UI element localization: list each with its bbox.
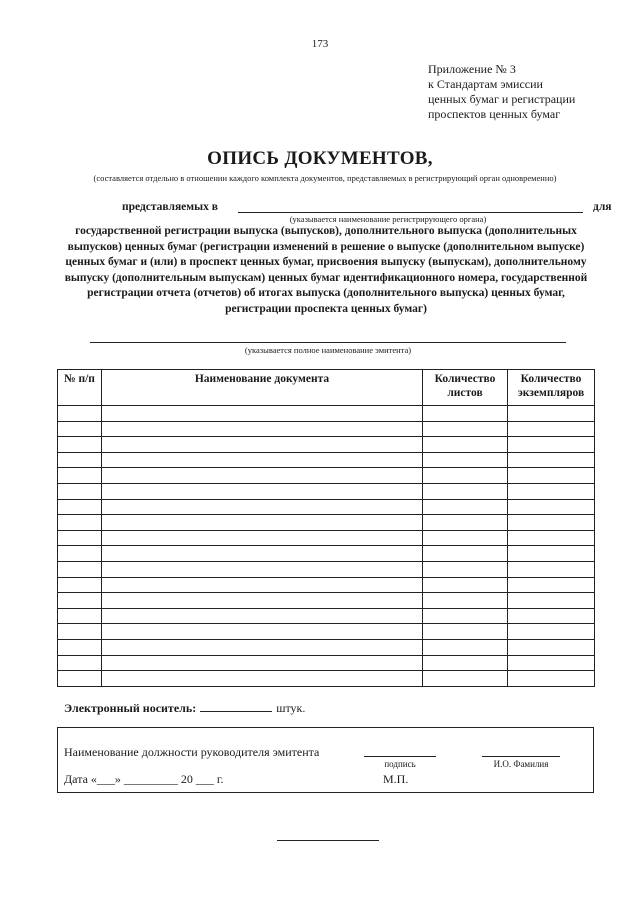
cell-number[interactable] [58, 452, 102, 468]
cell-document-name[interactable] [102, 421, 423, 437]
appendix-note [428, 62, 575, 122]
purpose-text: государственной регистрации выпуска (выпусков), дополнительного выпуска (дополнительных выпусков) ценных бумаг (регистрации изменений в решение о выпуске (дополнительном выпуске) ценных бумаг и (или) в проспект ценных бумаг, присвоения выпуску (выпускам), дополнительному выпуску (дополнительным выпускам) ценных бумаг идентификационного номера, государственной регистрации отчета (отчетов) об итогах выпуска (дополнительного выпуска) ценных бумаг, регистрации проспекта ценных бумаг) [64, 225, 588, 315]
cell-document-name[interactable] [102, 671, 423, 687]
cell-copies[interactable] [508, 483, 595, 499]
cell-number[interactable] [58, 608, 102, 624]
cell-number[interactable] [58, 593, 102, 609]
cell-number[interactable] [58, 655, 102, 671]
cell-sheets[interactable] [423, 593, 508, 609]
cell-number[interactable] [58, 577, 102, 593]
appendix-line: к Стандартам эмиссии [428, 77, 543, 91]
table-row [58, 515, 595, 531]
cell-document-name[interactable] [102, 577, 423, 593]
cell-copies[interactable] [508, 671, 595, 687]
cell-copies[interactable] [508, 437, 595, 453]
cell-number[interactable] [58, 546, 102, 562]
col-name-header: Наименование документа [102, 370, 423, 406]
cell-copies[interactable] [508, 499, 595, 515]
appendix-line: Приложение № 3 [428, 62, 516, 76]
cell-sheets[interactable] [423, 515, 508, 531]
document-subtitle: (составляется отдельно в отношении каждого комплекта документов, представляемых в регистрирующий орган одновременно) [93, 173, 557, 183]
table-header-row [58, 370, 595, 406]
bottom-divider [277, 840, 379, 841]
table-row [58, 593, 595, 609]
electronic-media [64, 701, 305, 716]
table-row [58, 561, 595, 577]
cell-sheets[interactable] [423, 624, 508, 640]
cell-number[interactable] [58, 624, 102, 640]
cell-sheets[interactable] [423, 421, 508, 437]
cell-sheets[interactable] [423, 608, 508, 624]
table-row [58, 608, 595, 624]
cell-number[interactable] [58, 561, 102, 577]
cell-sheets[interactable] [423, 452, 508, 468]
cell-sheets[interactable] [423, 577, 508, 593]
cell-copies[interactable] [508, 577, 595, 593]
cell-document-name[interactable] [102, 546, 423, 562]
cell-copies[interactable] [508, 639, 595, 655]
presented-label: представляемых в [122, 201, 218, 213]
cell-number[interactable] [58, 406, 102, 422]
cell-document-name[interactable] [102, 639, 423, 655]
cell-number[interactable] [58, 639, 102, 655]
cell-copies[interactable] [508, 655, 595, 671]
appendix-line: ценных бумаг и регистрации [428, 92, 576, 106]
media-unit: штук. [276, 701, 306, 715]
date-field[interactable]: Дата «___» _________ 20 ___ г. [64, 772, 224, 786]
appendix-line: проспектов ценных бумаг [428, 107, 561, 121]
cell-document-name[interactable] [102, 515, 423, 531]
registrar-hint: (указывается наименование регистрирующего органа) [289, 214, 487, 224]
cell-number[interactable] [58, 515, 102, 531]
table-row [58, 639, 595, 655]
col-copies-header: Количество экземпляров [508, 370, 595, 406]
cell-number[interactable] [58, 421, 102, 437]
cell-number[interactable] [58, 468, 102, 484]
issuer-fill-line[interactable] [90, 342, 566, 343]
table-row [58, 437, 595, 453]
for-label: для [593, 201, 612, 213]
fio-caption: И.О. Фамилия [493, 759, 549, 769]
cell-copies[interactable] [508, 608, 595, 624]
cell-copies[interactable] [508, 452, 595, 468]
signature-line[interactable] [364, 756, 436, 757]
table-row [58, 530, 595, 546]
cell-number[interactable] [58, 483, 102, 499]
cell-sheets[interactable] [423, 530, 508, 546]
cell-sheets[interactable] [423, 561, 508, 577]
table-row [58, 406, 595, 422]
cell-copies[interactable] [508, 593, 595, 609]
cell-document-name[interactable] [102, 483, 423, 499]
documents-table [57, 369, 595, 687]
cell-document-name[interactable] [102, 406, 423, 422]
cell-sheets[interactable] [423, 671, 508, 687]
media-count-line[interactable] [200, 711, 272, 712]
signature-caption: подпись [384, 759, 416, 769]
cell-document-name[interactable] [102, 655, 423, 671]
table-row [58, 483, 595, 499]
col-sheets-header: Количество листов [423, 370, 508, 406]
cell-document-name[interactable] [102, 452, 423, 468]
cell-sheets[interactable] [423, 499, 508, 515]
table-row [58, 468, 595, 484]
cell-copies[interactable] [508, 421, 595, 437]
col-number-header: № п/п [58, 370, 102, 406]
cell-sheets[interactable] [423, 655, 508, 671]
cell-document-name[interactable] [102, 593, 423, 609]
cell-copies[interactable] [508, 561, 595, 577]
cell-document-name[interactable] [102, 608, 423, 624]
cell-document-name[interactable] [102, 624, 423, 640]
table-row [58, 577, 595, 593]
issuer-hint: (указывается полное наименование эмитента) [244, 345, 412, 355]
cell-sheets[interactable] [423, 468, 508, 484]
cell-sheets[interactable] [423, 437, 508, 453]
stamp-label: М.П. [383, 772, 409, 786]
table-row [58, 546, 595, 562]
cell-copies[interactable] [508, 624, 595, 640]
cell-copies[interactable] [508, 406, 595, 422]
cell-document-name[interactable] [102, 561, 423, 577]
cell-copies[interactable] [508, 546, 595, 562]
position-label: Наименование должности руководителя эмитента [64, 745, 320, 759]
table-row [58, 421, 595, 437]
table-row [58, 499, 595, 515]
table-row [58, 671, 595, 687]
fio-line[interactable] [482, 756, 560, 757]
cell-document-name[interactable] [102, 499, 423, 515]
table-row [58, 624, 595, 640]
cell-copies[interactable] [508, 468, 595, 484]
cell-sheets[interactable] [423, 483, 508, 499]
cell-sheets[interactable] [423, 406, 508, 422]
table-row [58, 452, 595, 468]
cell-copies[interactable] [508, 515, 595, 531]
document-title: ОПИСЬ ДОКУМЕНТОВ, [207, 148, 433, 169]
cell-document-name[interactable] [102, 530, 423, 546]
cell-number[interactable] [58, 437, 102, 453]
cell-sheets[interactable] [423, 639, 508, 655]
cell-number[interactable] [58, 671, 102, 687]
electronic-media-label: Электронный носитель: [64, 701, 197, 715]
cell-document-name[interactable] [102, 468, 423, 484]
page-number: 173 [311, 38, 329, 50]
cell-sheets[interactable] [423, 546, 508, 562]
registrar-fill-line[interactable] [238, 212, 583, 213]
cell-copies[interactable] [508, 530, 595, 546]
cell-number[interactable] [58, 499, 102, 515]
cell-document-name[interactable] [102, 437, 423, 453]
table-row [58, 655, 595, 671]
cell-number[interactable] [58, 530, 102, 546]
